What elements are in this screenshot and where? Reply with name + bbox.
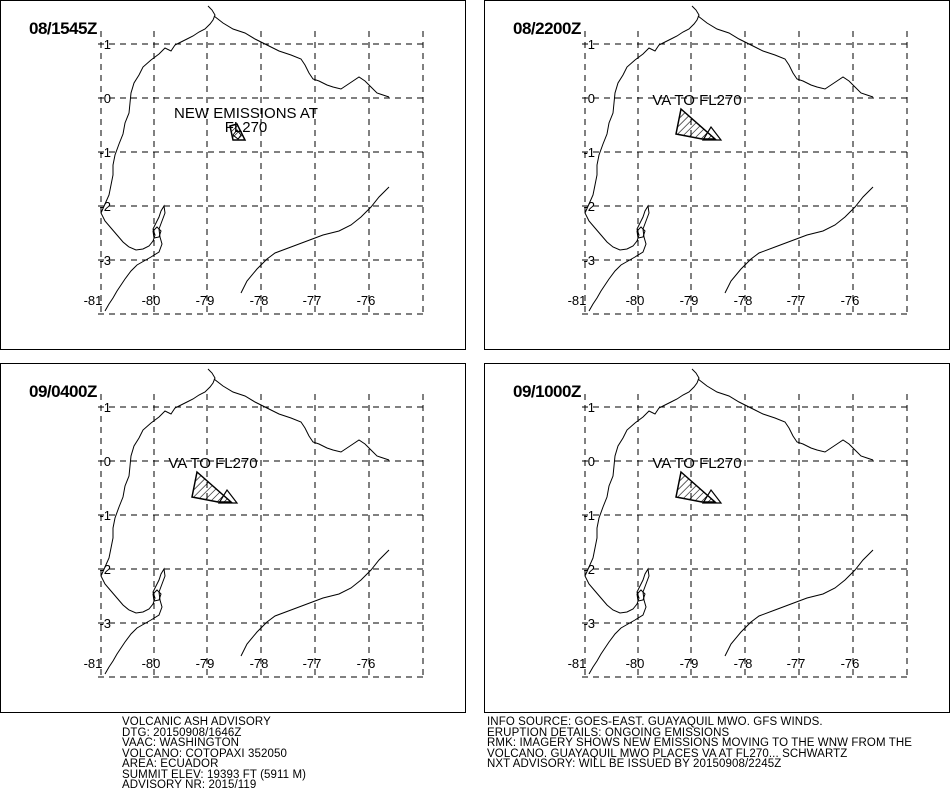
advisory-number: ADVISORY NR: 2015/119: [122, 779, 257, 791]
lat-label: 0: [103, 454, 111, 469]
lat-label: -3: [99, 616, 111, 631]
lon-label: -77: [786, 656, 806, 671]
lon-label: -78: [733, 293, 753, 308]
lon-label: -77: [302, 293, 322, 308]
lon-label: -81: [83, 293, 103, 308]
lat-label: -3: [583, 253, 595, 268]
panel-time: 08/2200Z: [513, 19, 581, 38]
panel-time: 09/1000Z: [513, 382, 581, 401]
lon-label: -81: [567, 293, 587, 308]
lat-label: -1: [99, 145, 111, 160]
advisory-area: AREA: ECUADOR: [122, 758, 219, 770]
lat-label: -1: [583, 145, 595, 160]
advisory-remarks: [487, 717, 912, 770]
ash-label: VA TO FL270: [168, 455, 258, 472]
advisory-info: [122, 717, 306, 791]
info-source: INFO SOURCE: GOES-EAST. GUAYAQUIL MWO. GFS WINDS.: [487, 716, 823, 728]
lon-label: -80: [625, 656, 645, 671]
lon-label: -76: [356, 656, 376, 671]
lon-label: -79: [195, 293, 215, 308]
lat-label: 0: [103, 91, 111, 106]
border-north: [698, 379, 873, 460]
ash-cloud-polygon: [676, 472, 715, 502]
map-panel-2: [484, 0, 950, 350]
map-canvas: [485, 1, 949, 349]
border-north: [698, 16, 873, 97]
lon-label: -79: [679, 293, 699, 308]
map-canvas: [485, 364, 949, 712]
advisory-volcano: VOLCANO: COTOPAXI 352050: [122, 747, 287, 760]
lat-label: 1: [587, 37, 595, 52]
coastline: [101, 6, 215, 311]
lon-label: -80: [141, 293, 161, 308]
lat-label: -1: [583, 508, 595, 523]
lat-label: -2: [583, 562, 595, 577]
lat-label: 0: [587, 454, 595, 469]
map-panel-4: [484, 363, 950, 713]
coastline: [101, 369, 215, 674]
lat-label: 1: [103, 37, 111, 52]
panel-time: 09/0400Z: [29, 382, 97, 401]
coastline: [585, 6, 699, 311]
ash-label: FL270: [224, 119, 268, 136]
lat-label: -1: [99, 508, 111, 523]
panel-time: 08/1545Z: [29, 19, 97, 38]
ash-label: VA TO FL270: [652, 455, 742, 472]
advisory-summit: SUMMIT ELEV: 19393 FT (5911 M): [122, 768, 307, 781]
advisory-title: VOLCANIC ASH ADVISORY: [122, 716, 271, 728]
lon-label: -81: [83, 656, 103, 671]
eruption-details: ERUPTION DETAILS: ONGOING EMISSIONS: [487, 726, 730, 739]
border-north: [214, 379, 389, 460]
lon-label: -80: [625, 293, 645, 308]
lon-label: -77: [302, 656, 322, 671]
lat-label: -3: [583, 616, 595, 631]
ash-label: NEW EMISSIONS AT: [174, 105, 318, 122]
lat-label: -2: [583, 199, 595, 214]
ash-cloud-polygon: [676, 109, 715, 139]
lon-label: -81: [567, 656, 587, 671]
lon-label: -79: [195, 656, 215, 671]
lon-label: -78: [249, 656, 269, 671]
remark-line-1: RMK: IMAGERY SHOWS NEW EMISSIONS MOVING TO THE WNW FROM THE: [487, 737, 913, 749]
advisory-dtg: DTG: 20150908/1646Z: [122, 726, 242, 739]
ash-cloud-polygon: [192, 472, 231, 502]
remark-line-2: VOLCANO. GUAYAQUIL MWO PLACES VA AT FL270... SCHWARTZ: [487, 747, 848, 760]
lon-label: -76: [840, 656, 860, 671]
lon-label: -76: [840, 293, 860, 308]
next-advisory: NXT ADVISORY: WILL BE ISSUED BY 20150908/2245Z: [487, 758, 782, 770]
lon-label: -76: [356, 293, 376, 308]
border-north: [214, 16, 389, 97]
lon-label: -80: [141, 656, 161, 671]
lon-label: -79: [679, 656, 699, 671]
advisory-vaac: VAAC: WASHINGTON: [122, 737, 240, 749]
lat-label: 1: [103, 400, 111, 415]
lat-label: 1: [587, 400, 595, 415]
map-canvas: [1, 1, 465, 349]
map-panel-1: [0, 0, 466, 350]
lon-label: -78: [249, 293, 269, 308]
map-panel-3: [0, 363, 466, 713]
lon-label: -77: [786, 293, 806, 308]
lat-label: 0: [587, 91, 595, 106]
lon-label: -78: [733, 656, 753, 671]
lat-label: -2: [99, 199, 111, 214]
ash-label: VA TO FL270: [652, 92, 742, 109]
lat-label: -2: [99, 562, 111, 577]
map-canvas: [1, 364, 465, 712]
lat-label: -3: [99, 253, 111, 268]
coastline: [585, 369, 699, 674]
